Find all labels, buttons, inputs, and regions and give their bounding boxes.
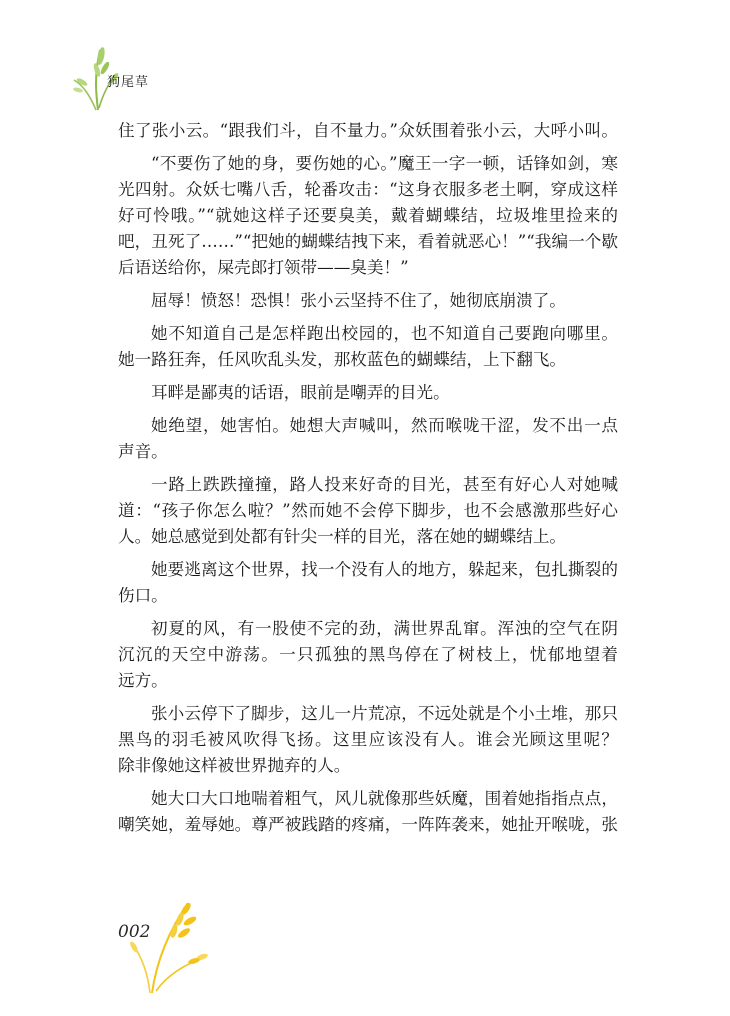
text-line: 人。她总感觉到处都有针尖一样的目光，落在她的蝴蝶结上。 (118, 527, 567, 546)
text-line: 沉沉的天空中游荡。一只孤独的黑鸟停在了树枝上，忧郁地望着 (118, 645, 618, 664)
text-line: 后语送给你，屎壳郎打领带——臭美！” (118, 258, 409, 277)
text-line: 吧，丑死了……”“把她的蝴蝶结拽下来，看着就恶心！”“我编一个歇 (118, 232, 618, 251)
text-line: 她要逃离这个世界，找一个没有人的地方，躲起来，包扎撕裂的 (151, 560, 618, 579)
text-line: 除非像她这样被世界抛弃的人。 (118, 756, 351, 775)
text-line: 耳畔是鄙夷的话语，眼前是嘲弄的目光。 (151, 383, 450, 402)
running-title: 狗尾草 (107, 75, 150, 90)
text-line: 光四射。众妖七嘴八舌，轮番攻击：“这身衣服多老土啊，穿成这样 (118, 180, 618, 199)
text-line: 道：“孩子你怎么啦？”然而她不会停下脚步，也不会感激那些好心 (118, 501, 618, 520)
text-line: 声音。 (118, 442, 168, 461)
text-line: 好可怜哦。”“就她这样子还要臭美，戴着蝴蝶结，垃圾堆里捡来的 (118, 206, 618, 225)
text-line: 她不知道自己是怎样跑出校园的，也不知道自己要跑向哪里。 (151, 324, 618, 343)
text-line: 张小云停下了脚步，这儿一片荒凉，不远处就是个小土堆，那只 (151, 704, 618, 723)
text-line: 屈辱！愤怒！恐惧！张小云坚持不住了，她彻底崩溃了。 (151, 291, 566, 310)
text-line: 黑鸟的羽毛被风吹得飞扬。这里应该没有人。谁会光顾这里呢？ (118, 730, 618, 749)
page-number: 002 (118, 922, 151, 942)
text-line: 她一路狂奔，任风吹乱头发，那枚蓝色的蝴蝶结，上下翻飞。 (118, 350, 567, 369)
wheat-ear-icon (122, 895, 214, 995)
body-text (118, 118, 618, 838)
text-line: 她大口大口地喘着粗气，风儿就像那些妖魔，围着她指指点点， (151, 789, 618, 808)
text-line: 远方。 (118, 671, 168, 690)
text-line: 一路上跌跌撞撞，路人投来好奇的目光，甚至有好心人对她喊 (151, 475, 618, 494)
text-line: 住了张小云。“跟我们斗，自不量力。”众妖围着张小云，大呼小叫。 (118, 121, 618, 140)
text-line: 她绝望，她害怕。她想大声喊叫，然而喉咙干涩，发不出一点 (151, 416, 618, 435)
text-line: 嘲笑她，羞辱她。尊严被践踏的疼痛，一阵阵袭来，她扯开喉咙，张 (118, 815, 618, 834)
text-line: 伤口。 (118, 586, 168, 605)
text-line: 初夏的风，有一股使不完的劲，满世界乱窜。浑浊的空气在阴 (151, 619, 618, 638)
text-line: “不要伤了她的身，要伤她的心。”魔王一字一顿，话锋如剑，寒 (151, 154, 618, 173)
